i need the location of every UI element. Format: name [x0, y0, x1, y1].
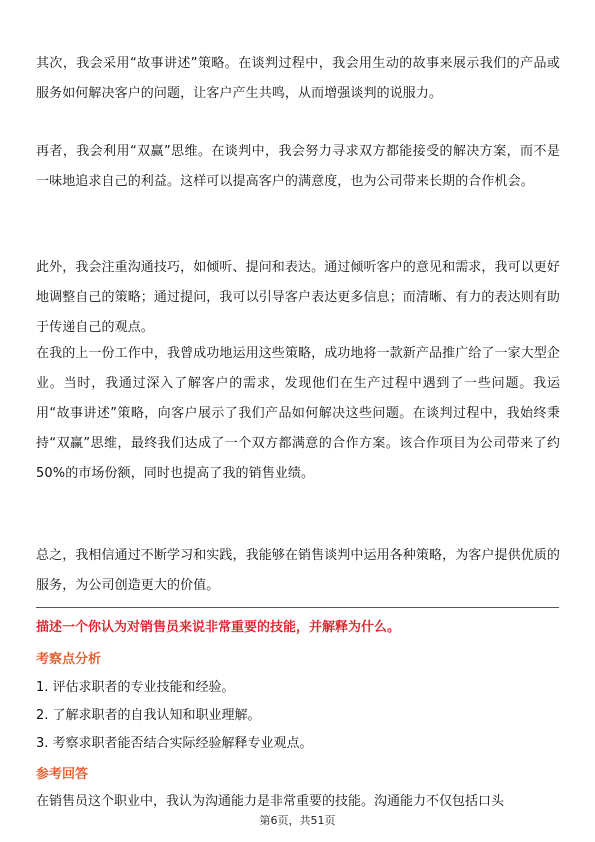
question-title: 描述一个你认为对销售员来说非常重要的技能，并解释为什么。: [36, 620, 401, 635]
answer-text: 在销售员这个职业中，我认为沟通能力是非常重要的技能。沟通能力不仅包括口头: [36, 794, 505, 809]
analysis-heading: 考察点分析: [36, 652, 102, 667]
analysis-point: 2. 了解求职者的自我认知和职业理解。: [36, 708, 261, 723]
paragraph-experience: 在我的上一份工作中，我曾成功地运用这些策略，成功地将一款新产品推广给了一家大型企业。当时，我通过深入了解客户的需求，发现他们在生产过程中遇到了一些问题。我运用“故事讲述”策略，向客户展示了我们产品如何解决这些问题。在谈判过程中，我始终秉持“双赢”思维，最终我们达成了一个双方都满意的合作方案。该合作项目为公司带来了约50%的市场份额，同时也提高了我的销售业绩。: [36, 346, 561, 481]
section-divider: [36, 607, 559, 608]
page-number-footer: 第6页，共51页: [259, 814, 336, 827]
analysis-point: 1. 评估求职者的专业技能和经验。: [36, 680, 235, 695]
analysis-point: 3. 考察求职者能否结合实际经验解释专业观点。: [36, 736, 313, 751]
answer-heading: 参考回答: [36, 767, 89, 782]
paragraph-storytelling: 其次，我会采用“故事讲述”策略。在谈判过程中，我会用生动的故事来展示我们的产品或服务如何解决客户的问题，让客户产生共鸣，从而增强谈判的说服力。: [36, 56, 560, 101]
paragraph-conclusion: 总之，我相信通过不断学习和实践，我能够在销售谈判中运用各种策略，为客户提供优质的服务，为公司创造更大的价值。: [36, 548, 561, 593]
paragraph-communication: 此外，我会注重沟通技巧，如倾听、提问和表达。通过倾听客户的意见和需求，我可以更好地调整自己的策略；通过提问，我可以引导客户表达更多信息；而清晰、有力的表达则有助于传递自己的观点。: [36, 260, 561, 335]
paragraph-win-win: 再者，我会利用“双赢”思维。在谈判中，我会努力寻求双方都能接受的解决方案，而不是一味地追求自己的利益。这样可以提高客户的满意度，也为公司带来长期的合作机会。: [36, 144, 560, 189]
